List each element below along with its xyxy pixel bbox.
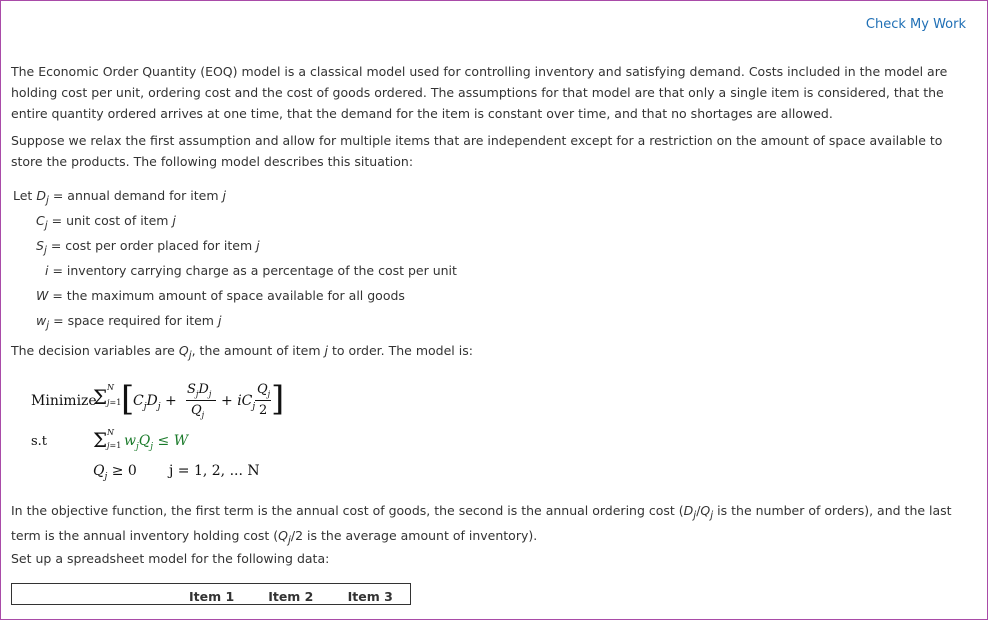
objective-paragraph: In the objective function, the first term is the annual cost of goods, the second is the annual ordering cost ($D_j/Q_j$ is the number of orders), and the last term is the annual inventory holding cost ($Q_j/2$ is the average amount of inventory). [11, 503, 952, 547]
table-header-item-2: Item 2 [268, 588, 314, 604]
setup-paragraph: Set up a spreadsheet model for the following data: [11, 551, 330, 566]
nonnegativity-constraint: $Q_j \ge 0$ [93, 463, 137, 482]
ordering-numerator: $S_jD_j$ [187, 382, 212, 399]
ordering-denominator: $Q_j$ [191, 403, 205, 420]
data-table [11, 583, 411, 605]
problem-panel: Check My Work The Economic Order Quantity (EOQ) model is a classical model used for controlling inventory and satisfying demand. Costs included in the model are holding cost per unit, ordering cost and the cost of goods ordered. The assumptions for that model are that only a single item is considered, that the entire quantity ordered arrives at one time, that the demand for the item is constant over time, and that no shortages are allowed. Suppose we relax the first assumption and allow for multiple items that are independent except for a restriction on the amount of space available to store the products. The following model describes this situation: Let $D_j$ = annual demand for item j $C_j$ = unit cost of item j $S_j = \cos t$ per order placed for item j i = inventory carrying charge as a percentage of the cost per unit W = the maximum amount of space available for all goods $w_j$ = space required for item j The decision variables are $Q_j$, the amount of item j to order. The model is: Minimize Σ N j=1 [ $C_jD_j$ + $S_jD_j$ $Q_j$ + $iC_j$ $Q_j$ 2 ] s.t Σ N j=1 $w_jQ_j \le W$ $Q_j \ge 0$ j = 1, 2, ... N In the objective function, the first term is the annual cost of goods, the second is the annual ordering cost ($D_j/Q_j$ is the number of orders), and the last term is the annual inventory holding cost ($Q_j/2$ is the average amount of inventory). Set up a spreadsheet model for the following data: Item 1 Item 2 Item 3 [0, 0, 988, 620]
intro-paragraph: The Economic Order Quantity (EOQ) model is a classical model used for controlling inventory and satisfying demand. Costs included in the model are holding cost per unit, ordering cost and the cost of goods ordered. The assumptions for that model are that only a single item is considered, that the entire quantity ordered arrives at one time, that the demand for the item is constant over time, and that no shortages are allowed. [11, 64, 948, 121]
decision-paragraph: The decision variables are $Q_j$, the amount of item j to order. The model is: [11, 343, 473, 362]
definition-i: i = inventory carrying charge as a percentage of the cost per unit [45, 263, 457, 278]
relax-paragraph: Suppose we relax the first assumption and allow for multiple items that are independent except for a restriction on the amount of space available to store the products. The following model describes this situation: [11, 133, 943, 169]
holding-term: + $iC_j$ [221, 393, 256, 412]
index-range: j = 1, 2, ... N [169, 463, 260, 479]
table-header-item-1: Item 1 [189, 588, 235, 604]
definition-c: $C_j$ = unit cost of item j [36, 213, 176, 232]
check-my-work-link[interactable]: Check My Work [865, 17, 966, 32]
cost-term: $C_jD_j$ + [133, 393, 177, 412]
let-word: Let [13, 188, 33, 203]
table-header-blank [12, 584, 173, 605]
definition-w: W = the maximum amount of space available for all goods [36, 288, 405, 303]
definition-s: $S_j = \cos t$ per order placed for item j [36, 238, 260, 257]
sum-symbol: Σ [93, 385, 108, 409]
table-header-row [12, 584, 411, 605]
space-constraint: $w_jQ_j \le W$ [124, 433, 189, 452]
subject-to-label: s.t [31, 434, 48, 449]
definition-wj: $w_j$ = space required for item j [36, 313, 222, 332]
definition-d: Let $D_j$ = annual demand for item j [13, 188, 227, 207]
minimize-label: Minimize [31, 393, 97, 409]
table-header-item-3: Item 3 [347, 588, 393, 604]
